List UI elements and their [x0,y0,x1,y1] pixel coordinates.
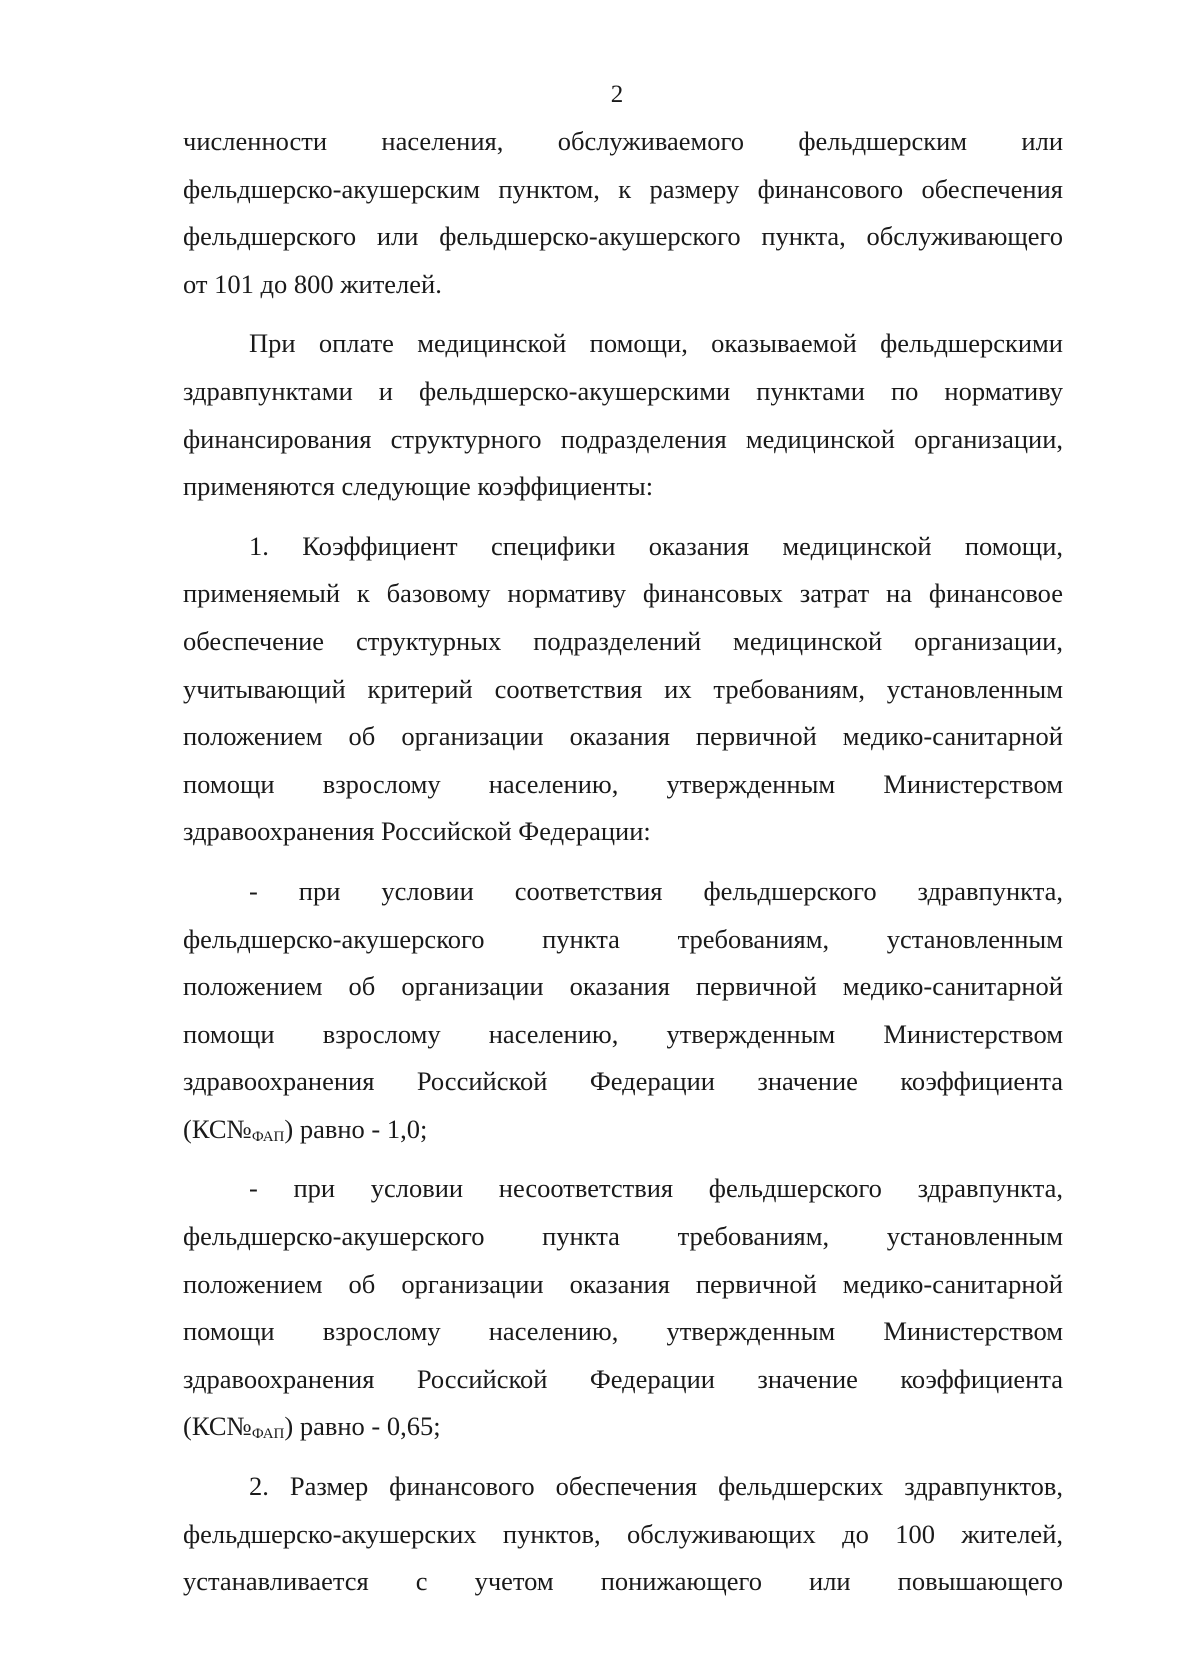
text-line: помощи взрослому населению, утвержденным Министерством [183,1316,1063,1347]
text-line: - при условии несоответствия фельдшерского здравпункта, [249,1173,1063,1204]
text-line: финансирования структурного подразделения медицинской организации, [183,423,1063,454]
paragraph [183,118,1063,308]
paragraph [183,523,1063,856]
formula-subscript: ФАП [251,1128,285,1145]
paragraph [183,868,1063,1154]
paragraph [183,1463,1063,1606]
text-line: фельдшерского или фельдшерско-акушерского пункта, обслуживающего [183,221,1063,252]
text-line: здравоохранения Российской Федерации: [183,816,651,847]
text-line: - при условии соответствия фельдшерского здравпункта, [249,875,1063,906]
formula-line [183,1403,1063,1451]
formula-line [183,1106,1063,1154]
text-line: фельдшерско-акушерским пунктом, к размеру финансового обеспечения [183,173,1063,204]
text-line: здравпунктами и фельдшерско-акушерскими пунктами по нормативу [183,375,1063,406]
text-line: При оплате медицинской помощи, оказываемой фельдшерскими [249,328,1063,359]
text-line: применяются следующие коэффициенты: [183,471,654,502]
formula-suffix: ) равно - 0,65; [284,1411,441,1442]
document-body [183,118,1063,1606]
text-line: здравоохранения Российской Федерации значение коэффициента [183,1363,1063,1394]
text-line: помощи взрослому населению, утвержденным Министерством [183,768,1063,799]
text-line: положением об организации оказания первичной медико-санитарной [183,721,1063,752]
text-line: фельдшерско-акушерского пункта требованиям, установленным [183,1221,1063,1252]
page-number: 2 [610,81,624,108]
formula-subscript: ФАП [251,1426,285,1443]
text-line: помощи взрослому населению, утвержденным Министерством [183,1018,1063,1049]
text-line: численности населения, обслуживаемого фельдшерским или [183,126,1063,156]
text-line: положением об организации оказания первичной медико-санитарной [183,971,1063,1002]
text-line: фельдшерско-акушерских пунктов, обслуживающих до 100 жителей, [183,1518,1063,1549]
text-line: здравоохранения Российской Федерации значение коэффициента [183,1066,1063,1097]
formula-prefix: (КС№ [183,1113,252,1144]
text-line: обеспечение структурных подразделений медицинской организации, [183,625,1063,656]
formula-prefix: (КС№ [183,1411,252,1442]
text-line: от 101 до 800 жителей. [183,268,442,299]
text-line: 2. Размер финансового обеспечения фельдшерских здравпунктов, [249,1471,1063,1502]
text-line: учитывающий критерий соответствия их требованиям, установленным [183,673,1063,704]
text-line: 1. Коэффициент специфики оказания медицинской помощи, [249,530,1063,561]
formula-suffix: ) равно - 1,0; [284,1113,428,1144]
text-line: применяемый к базовому нормативу финансовых затрат на финансовое [183,578,1063,609]
text-line: устанавливается с учетом понижающего или повышающего [183,1566,1063,1597]
paragraph [183,320,1063,510]
text-line: фельдшерско-акушерского пункта требованиям, установленным [183,923,1063,954]
paragraph [183,1165,1063,1451]
text-line: положением об организации оказания первичной медико-санитарной [183,1268,1063,1299]
